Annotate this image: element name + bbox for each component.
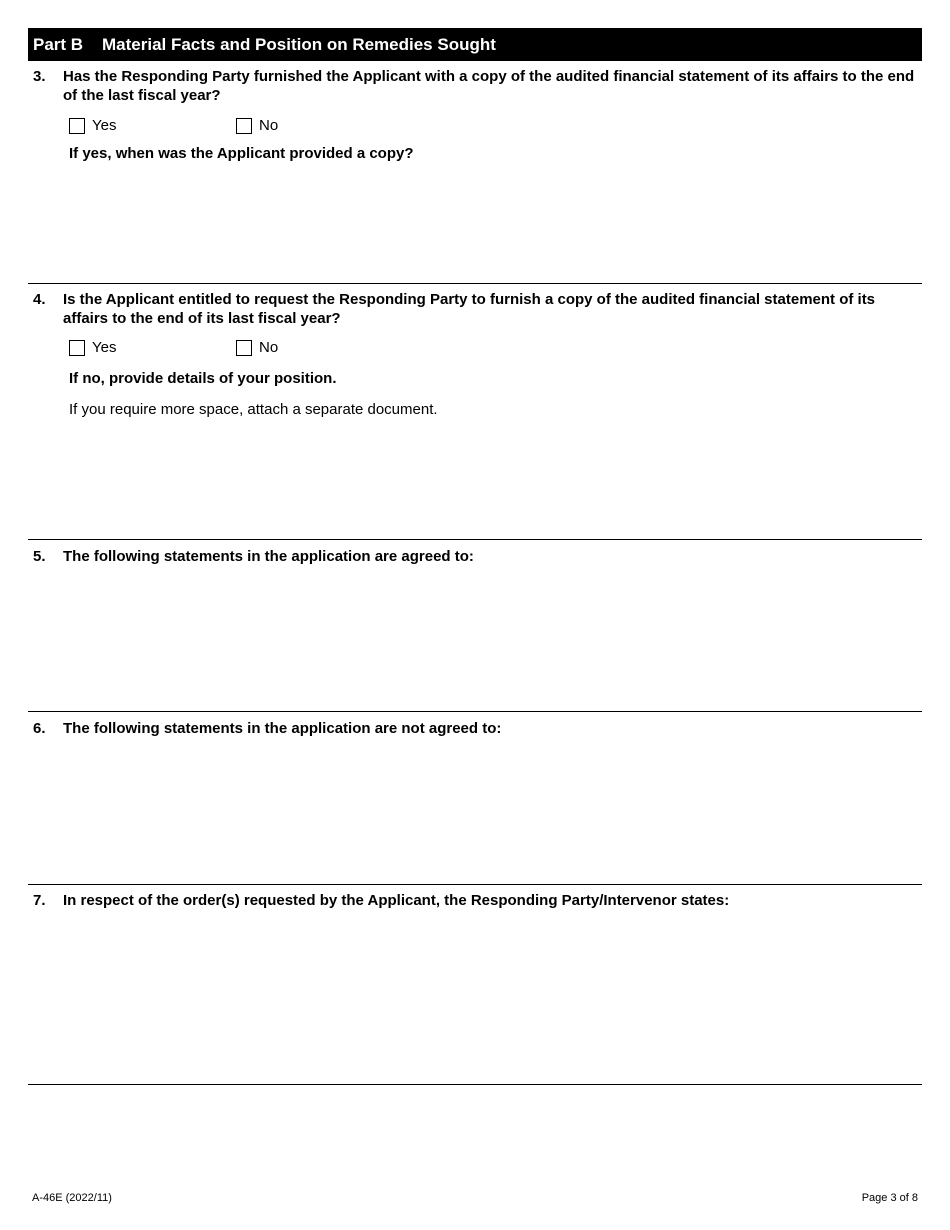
- question-6-number: 6.: [33, 720, 46, 737]
- question-3-followup: If yes, when was the Applicant provided a copy?: [69, 145, 414, 162]
- q3-yes-option[interactable]: [69, 116, 116, 135]
- q4-yes-checkbox[interactable]: [69, 340, 85, 356]
- divider: [28, 884, 922, 885]
- question-5-answer-field[interactable]: [63, 570, 921, 706]
- question-7-number: 7.: [33, 892, 46, 909]
- section-title: Material Facts and Position on Remedies Sought: [102, 35, 496, 54]
- divider: [28, 539, 922, 540]
- question-4-followup: If no, provide details of your position.: [69, 370, 337, 387]
- section-header: [28, 28, 922, 61]
- question-4-answer-field[interactable]: [63, 424, 921, 534]
- question-4-text: Is the Applicant entitled to request the Responding Party to furnish a copy of the audited financial statement of its affairs to the end of its last fiscal year?: [63, 291, 876, 327]
- question-5-text: The following statements in the application are agreed to:: [63, 548, 474, 565]
- q4-no-checkbox[interactable]: [236, 340, 252, 356]
- q3-no-checkbox[interactable]: [236, 118, 252, 134]
- divider: [28, 1084, 922, 1085]
- question-6-answer-field[interactable]: [63, 742, 921, 879]
- question-3-text: Has the Responding Party furnished the Applicant with a copy of the audited financial statement of its affairs to the end of the last fiscal year?: [63, 68, 915, 104]
- form-id: A-46E (2022/11): [32, 1192, 112, 1204]
- divider: [28, 283, 922, 284]
- q3-yes-checkbox[interactable]: [69, 118, 85, 134]
- divider: [28, 711, 922, 712]
- q4-no-label: No: [259, 339, 279, 356]
- question-3-answer-field[interactable]: [63, 168, 921, 278]
- more-space-note: If you require more space, attach a separate document.: [69, 401, 438, 418]
- page-number: Page 3 of 8: [861, 1192, 918, 1204]
- part-label: Part B: [33, 35, 84, 54]
- question-6-text: The following statements in the application are not agreed to:: [63, 720, 502, 737]
- q4-no-option[interactable]: [236, 338, 278, 357]
- question-3-number: 3.: [33, 68, 46, 85]
- q3-no-option[interactable]: [236, 116, 278, 135]
- question-7-text: In respect of the order(s) requested by the Applicant, the Responding Party/Intervenor states:: [63, 892, 730, 909]
- question-5-number: 5.: [33, 548, 46, 565]
- q4-yes-label: Yes: [92, 339, 117, 356]
- q4-yes-option[interactable]: [69, 338, 116, 357]
- question-4-number: 4.: [33, 291, 46, 308]
- q3-yes-label: Yes: [92, 117, 117, 134]
- question-7-answer-field[interactable]: [63, 914, 921, 1078]
- q3-no-label: No: [259, 117, 279, 134]
